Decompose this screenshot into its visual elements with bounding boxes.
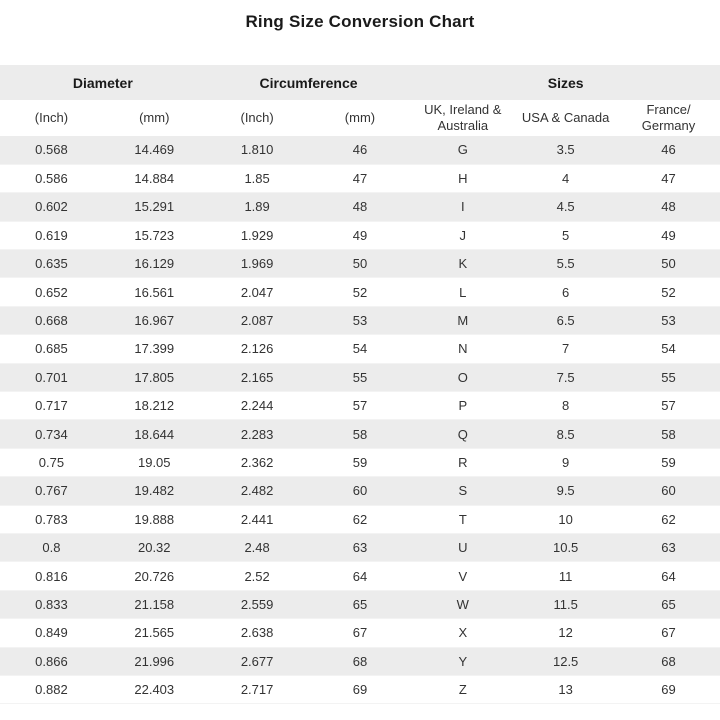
cell-uk-ireland-australia-size: M [457, 313, 469, 329]
table-row [0, 250, 720, 278]
cell-france-germany-size: 67 [661, 625, 676, 641]
table-row [0, 392, 720, 420]
cell-usa-canada-size: 12.5 [552, 653, 579, 669]
cell-circumference-mm: 60 [352, 483, 368, 499]
page-title: Ring Size Conversion Chart [245, 12, 475, 31]
cell-diameter-inch: 0.767 [35, 483, 68, 499]
cell-diameter-mm: 19.05 [137, 454, 171, 470]
cell-diameter-mm: 18.644 [134, 426, 175, 442]
table-row [0, 477, 720, 505]
cell-usa-canada-size: 4 [562, 171, 570, 187]
cell-circumference-inch: 2.52 [244, 568, 270, 584]
cell-uk-ireland-australia-size: T [458, 511, 467, 527]
cell-uk-ireland-australia-size: X [458, 625, 468, 641]
cell-diameter-inch: 0.75 [38, 454, 65, 470]
cell-uk-ireland-australia-size: Z [458, 682, 467, 698]
cell-circumference-inch: 2.677 [240, 653, 274, 669]
cell-diameter-mm: 15.291 [134, 199, 175, 215]
cell-france-germany-size: 58 [661, 426, 676, 442]
cell-france-germany-size: 47 [661, 171, 676, 187]
table-row [0, 221, 720, 249]
cell-uk-ireland-australia-size: W [456, 596, 469, 612]
cell-diameter-inch: 0.8 [42, 540, 61, 556]
cell-usa-canada-size: 6 [562, 284, 570, 300]
cell-circumference-mm: 67 [352, 625, 368, 641]
table-row [0, 505, 720, 533]
cell-usa-canada-size: 11.5 [553, 596, 578, 612]
cell-circumference-inch: 1.89 [244, 199, 270, 215]
cell-uk-ireland-australia-size: G [457, 142, 468, 158]
table-row [0, 363, 720, 391]
cell-circumference-mm: 48 [352, 199, 368, 215]
table-row [0, 420, 720, 448]
group-header-diameter: Diameter [72, 74, 133, 91]
cell-circumference-inch: 2.087 [240, 313, 274, 329]
cell-circumference-inch: 2.047 [240, 284, 274, 300]
cell-france-germany-size: 64 [661, 568, 676, 584]
cell-circumference-inch: 2.283 [240, 426, 274, 442]
column-header-diameter-inch: (Inch) [34, 109, 69, 125]
cell-usa-canada-size: 8 [562, 398, 570, 414]
cell-usa-canada-size: 3.5 [556, 142, 575, 158]
cell-usa-canada-size: 7.5 [556, 369, 575, 385]
cell-circumference-mm: 58 [352, 426, 368, 442]
cell-diameter-inch: 0.685 [35, 341, 68, 357]
cell-diameter-inch: 0.866 [35, 653, 68, 669]
cell-uk-ireland-australia-size: O [457, 369, 468, 385]
cell-diameter-inch: 0.849 [35, 625, 68, 641]
cell-circumference-inch: 1.969 [240, 256, 274, 272]
column-header-row [0, 100, 720, 136]
cell-france-germany-size: 55 [661, 369, 676, 385]
cell-france-germany-size: 48 [661, 199, 676, 215]
cell-france-germany-size: 50 [661, 256, 676, 272]
cell-france-germany-size: 46 [661, 142, 676, 158]
cell-usa-canada-size: 8.5 [556, 426, 575, 442]
cell-diameter-mm: 20.32 [137, 540, 171, 556]
cell-diameter-inch: 0.568 [35, 142, 68, 158]
cell-uk-ireland-australia-size: V [458, 568, 468, 584]
cell-uk-ireland-australia-size: Q [457, 426, 468, 442]
cell-uk-ireland-australia-size: I [460, 199, 465, 215]
column-header-diameter-mm: (mm) [139, 109, 170, 125]
cell-diameter-mm: 14.469 [134, 142, 175, 158]
cell-uk-ireland-australia-size: R [458, 454, 468, 470]
cell-diameter-mm: 15.723 [134, 227, 175, 243]
cell-circumference-mm: 50 [352, 256, 368, 272]
cell-circumference-mm: 63 [352, 540, 368, 556]
cell-circumference-inch: 2.441 [240, 511, 274, 527]
cell-usa-canada-size: 12 [558, 625, 573, 641]
cell-france-germany-size: 62 [661, 511, 676, 527]
cell-circumference-mm: 59 [352, 454, 368, 470]
cell-uk-ireland-australia-size: H [458, 171, 468, 187]
cell-diameter-mm: 22.403 [134, 682, 175, 698]
column-header-france-germany: France/ Germany [641, 101, 696, 133]
cell-usa-canada-size: 10.5 [552, 540, 579, 556]
cell-diameter-inch: 0.734 [35, 426, 68, 442]
cell-usa-canada-size: 4.5 [556, 199, 575, 215]
cell-circumference-mm: 47 [352, 171, 368, 187]
cell-diameter-mm: 14.884 [134, 171, 175, 187]
cell-diameter-inch: 0.668 [35, 313, 68, 329]
cell-circumference-inch: 2.126 [240, 341, 274, 357]
group-header-sizes: Sizes [547, 74, 584, 91]
cell-circumference-inch: 1.810 [240, 142, 274, 158]
cell-diameter-mm: 21.565 [134, 625, 175, 641]
cell-uk-ireland-australia-size: S [458, 483, 468, 499]
cell-diameter-inch: 0.586 [35, 171, 68, 187]
table-body [0, 136, 720, 704]
table-row [0, 619, 720, 647]
cell-uk-ireland-australia-size: N [458, 341, 468, 357]
cell-circumference-mm: 65 [352, 596, 368, 612]
cell-usa-canada-size: 5.5 [556, 256, 575, 272]
cell-usa-canada-size: 11 [558, 568, 573, 584]
table-row [0, 306, 720, 334]
cell-france-germany-size: 52 [661, 284, 676, 300]
cell-usa-canada-size: 5 [562, 227, 570, 243]
cell-france-germany-size: 57 [661, 398, 676, 414]
cell-circumference-inch: 2.482 [240, 483, 274, 499]
cell-france-germany-size: 59 [661, 454, 676, 470]
column-header-circumference-mm: (mm) [344, 109, 376, 125]
cell-diameter-inch: 0.635 [35, 256, 68, 272]
cell-uk-ireland-australia-size: P [458, 398, 468, 414]
cell-circumference-mm: 52 [352, 284, 368, 300]
cell-uk-ireland-australia-size: J [459, 227, 467, 243]
cell-circumference-mm: 69 [352, 682, 368, 698]
cell-diameter-mm: 20.726 [134, 568, 175, 584]
cell-circumference-mm: 57 [352, 398, 368, 414]
column-header-uk-ireland-australia: UK, Ireland & Australia [424, 101, 502, 133]
cell-diameter-inch: 0.882 [35, 682, 68, 698]
cell-uk-ireland-australia-size: K [458, 256, 468, 272]
cell-circumference-mm: 62 [352, 511, 368, 527]
cell-diameter-mm: 21.158 [134, 596, 175, 612]
cell-diameter-mm: 17.399 [134, 341, 175, 357]
cell-france-germany-size: 53 [661, 313, 676, 329]
cell-diameter-mm: 16.561 [134, 284, 175, 300]
table-row [0, 562, 720, 590]
cell-france-germany-size: 63 [661, 540, 676, 556]
cell-circumference-inch: 2.362 [240, 454, 274, 470]
table-row [0, 278, 720, 306]
table-row [0, 675, 720, 703]
table-row [0, 335, 720, 363]
column-header-usa-canada: USA & Canada [521, 109, 610, 125]
ring-size-conversion-table [0, 65, 720, 704]
table-row [0, 590, 720, 618]
cell-diameter-mm: 17.805 [134, 369, 175, 385]
table-row [0, 533, 720, 561]
cell-uk-ireland-australia-size: L [459, 284, 467, 300]
cell-circumference-mm: 68 [352, 653, 368, 669]
cell-usa-canada-size: 10 [558, 511, 573, 527]
cell-usa-canada-size: 9 [562, 454, 570, 470]
group-header-circumference: Circumference [259, 74, 358, 91]
cell-diameter-inch: 0.652 [35, 284, 68, 300]
cell-france-germany-size: 60 [661, 483, 676, 499]
cell-diameter-inch: 0.816 [35, 568, 68, 584]
cell-circumference-inch: 2.244 [240, 398, 274, 414]
table-row [0, 448, 720, 476]
cell-france-germany-size: 68 [661, 653, 676, 669]
cell-uk-ireland-australia-size: Y [458, 653, 468, 669]
table-row [0, 647, 720, 675]
cell-diameter-inch: 0.701 [35, 369, 68, 385]
cell-diameter-inch: 0.833 [35, 596, 68, 612]
cell-circumference-inch: 1.929 [240, 227, 274, 243]
cell-usa-canada-size: 7 [562, 341, 570, 357]
cell-circumference-inch: 2.638 [240, 625, 274, 641]
group-header-row [0, 65, 720, 100]
cell-diameter-mm: 16.129 [134, 256, 175, 272]
cell-circumference-mm: 49 [352, 227, 368, 243]
cell-usa-canada-size: 6.5 [556, 313, 575, 329]
cell-diameter-inch: 0.783 [35, 511, 68, 527]
cell-circumference-mm: 53 [352, 313, 368, 329]
table-row [0, 193, 720, 221]
cell-diameter-inch: 0.717 [35, 398, 68, 414]
column-header-circumference-inch: (Inch) [240, 109, 274, 125]
cell-diameter-mm: 19.482 [134, 483, 175, 499]
cell-diameter-mm: 19.888 [134, 511, 175, 527]
table-row [0, 164, 720, 192]
cell-france-germany-size: 69 [661, 682, 676, 698]
cell-circumference-inch: 2.165 [240, 369, 274, 385]
cell-circumference-inch: 2.48 [244, 540, 270, 556]
cell-diameter-mm: 21.996 [134, 653, 175, 669]
cell-circumference-inch: 2.717 [240, 682, 274, 698]
cell-circumference-mm: 64 [352, 568, 368, 584]
cell-circumference-mm: 55 [352, 369, 368, 385]
cell-france-germany-size: 65 [661, 596, 676, 612]
cell-diameter-inch: 0.619 [35, 227, 68, 243]
cell-circumference-mm: 46 [352, 142, 368, 158]
cell-usa-canada-size: 9.5 [556, 483, 575, 499]
cell-uk-ireland-australia-size: U [458, 540, 468, 556]
cell-france-germany-size: 54 [661, 341, 676, 357]
table-row [0, 136, 720, 164]
cell-circumference-mm: 54 [352, 341, 368, 357]
cell-usa-canada-size: 13 [558, 682, 573, 698]
cell-circumference-inch: 2.559 [240, 596, 274, 612]
cell-diameter-mm: 16.967 [134, 313, 175, 329]
cell-diameter-mm: 18.212 [134, 398, 175, 414]
cell-france-germany-size: 49 [661, 227, 676, 243]
cell-circumference-inch: 1.85 [244, 171, 270, 187]
cell-diameter-inch: 0.602 [35, 199, 68, 215]
